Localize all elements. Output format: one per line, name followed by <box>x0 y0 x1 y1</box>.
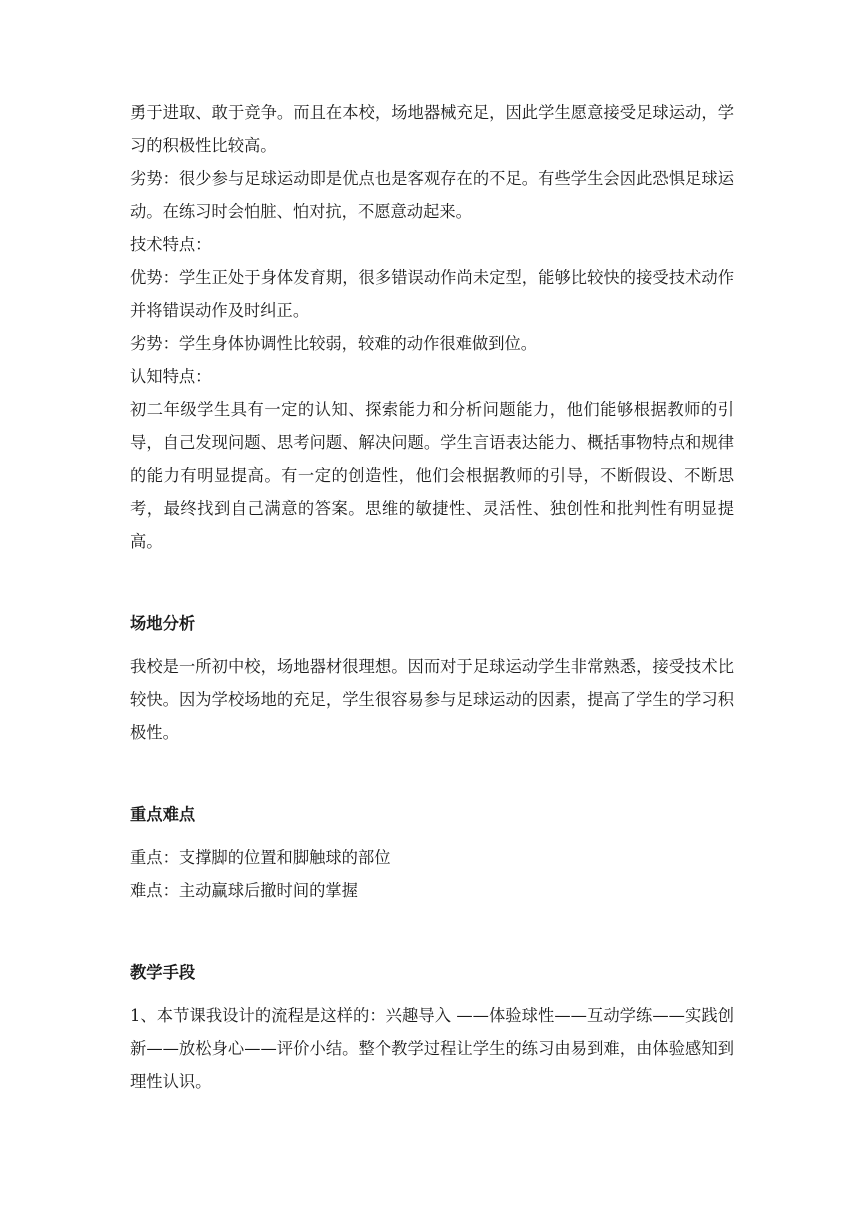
paragraph-teaching-method-1: 1、本节课我设计的流程是这样的：兴趣导入 ——体验球性——互动学练——实践创新——放松身心——评价小结。整个教学过程让学生的练习由易到难，由体验感知到理性认识。 <box>130 1006 734 1091</box>
paragraph-learning-attitude: 勇于进取、敢于竞争。而且在本校，场地器械充足，因此学生愿意接受足球运动，学习的积极性比较高。 <box>130 103 734 155</box>
paragraph-technical-disadvantage: 劣势：学生身体协调性比较弱，较难的动作很难做到位。 <box>130 334 538 353</box>
label-cognitive-features: 认知特点： <box>130 367 212 386</box>
label-technical-features: 技术特点： <box>130 235 212 254</box>
document-page <box>130 96 734 1098</box>
paragraph-technical-advantage: 优势：学生正处于身体发育期，很多错误动作尚未定型，能够比较快的接受技术动作并将错误动作及时纠正。 <box>130 268 734 320</box>
section-spacer <box>130 907 734 956</box>
heading-key-points: 重点难点 <box>130 805 196 824</box>
heading-spacer <box>130 989 734 999</box>
paragraph-difficult-point: 难点：主动赢球后撤时间的掌握 <box>130 881 358 900</box>
paragraph-venue-analysis: 我校是一所初中校，场地器材很理想。因而对于足球运动学生非常熟悉，接受技术比较快。因为学校场地的充足，学生很容易参与足球运动的因素，提高了学生的学习积极性。 <box>130 657 734 742</box>
paragraph-key-point: 重点：支撑脚的位置和脚触球的部位 <box>130 848 391 867</box>
paragraph-cognitive-features: 初二年级学生具有一定的认知、探索能力和分析问题能力，他们能够根据教师的引导，自己发现问题、思考问题、解决问题。学生言语表达能力、概括事物特点和规律的能力有明显提高。有一定的创造性，他们会根据教师的引导，不断假设、不断思考，最终找到自己满意的答案。思维的敏捷性、灵活性、独创性和批判性有明显提高。 <box>130 400 734 551</box>
heading-spacer <box>130 831 734 841</box>
heading-teaching-methods: 教学手段 <box>130 963 196 982</box>
section-spacer <box>130 558 734 607</box>
section-spacer <box>130 749 734 798</box>
heading-venue-analysis: 场地分析 <box>130 614 196 633</box>
paragraph-disadvantage: 劣势：很少参与足球运动即是优点也是客观存在的不足。有些学生会因此恐惧足球运动。在练习时会怕脏、怕对抗，不愿意动起来。 <box>130 169 734 221</box>
heading-spacer <box>130 640 734 650</box>
